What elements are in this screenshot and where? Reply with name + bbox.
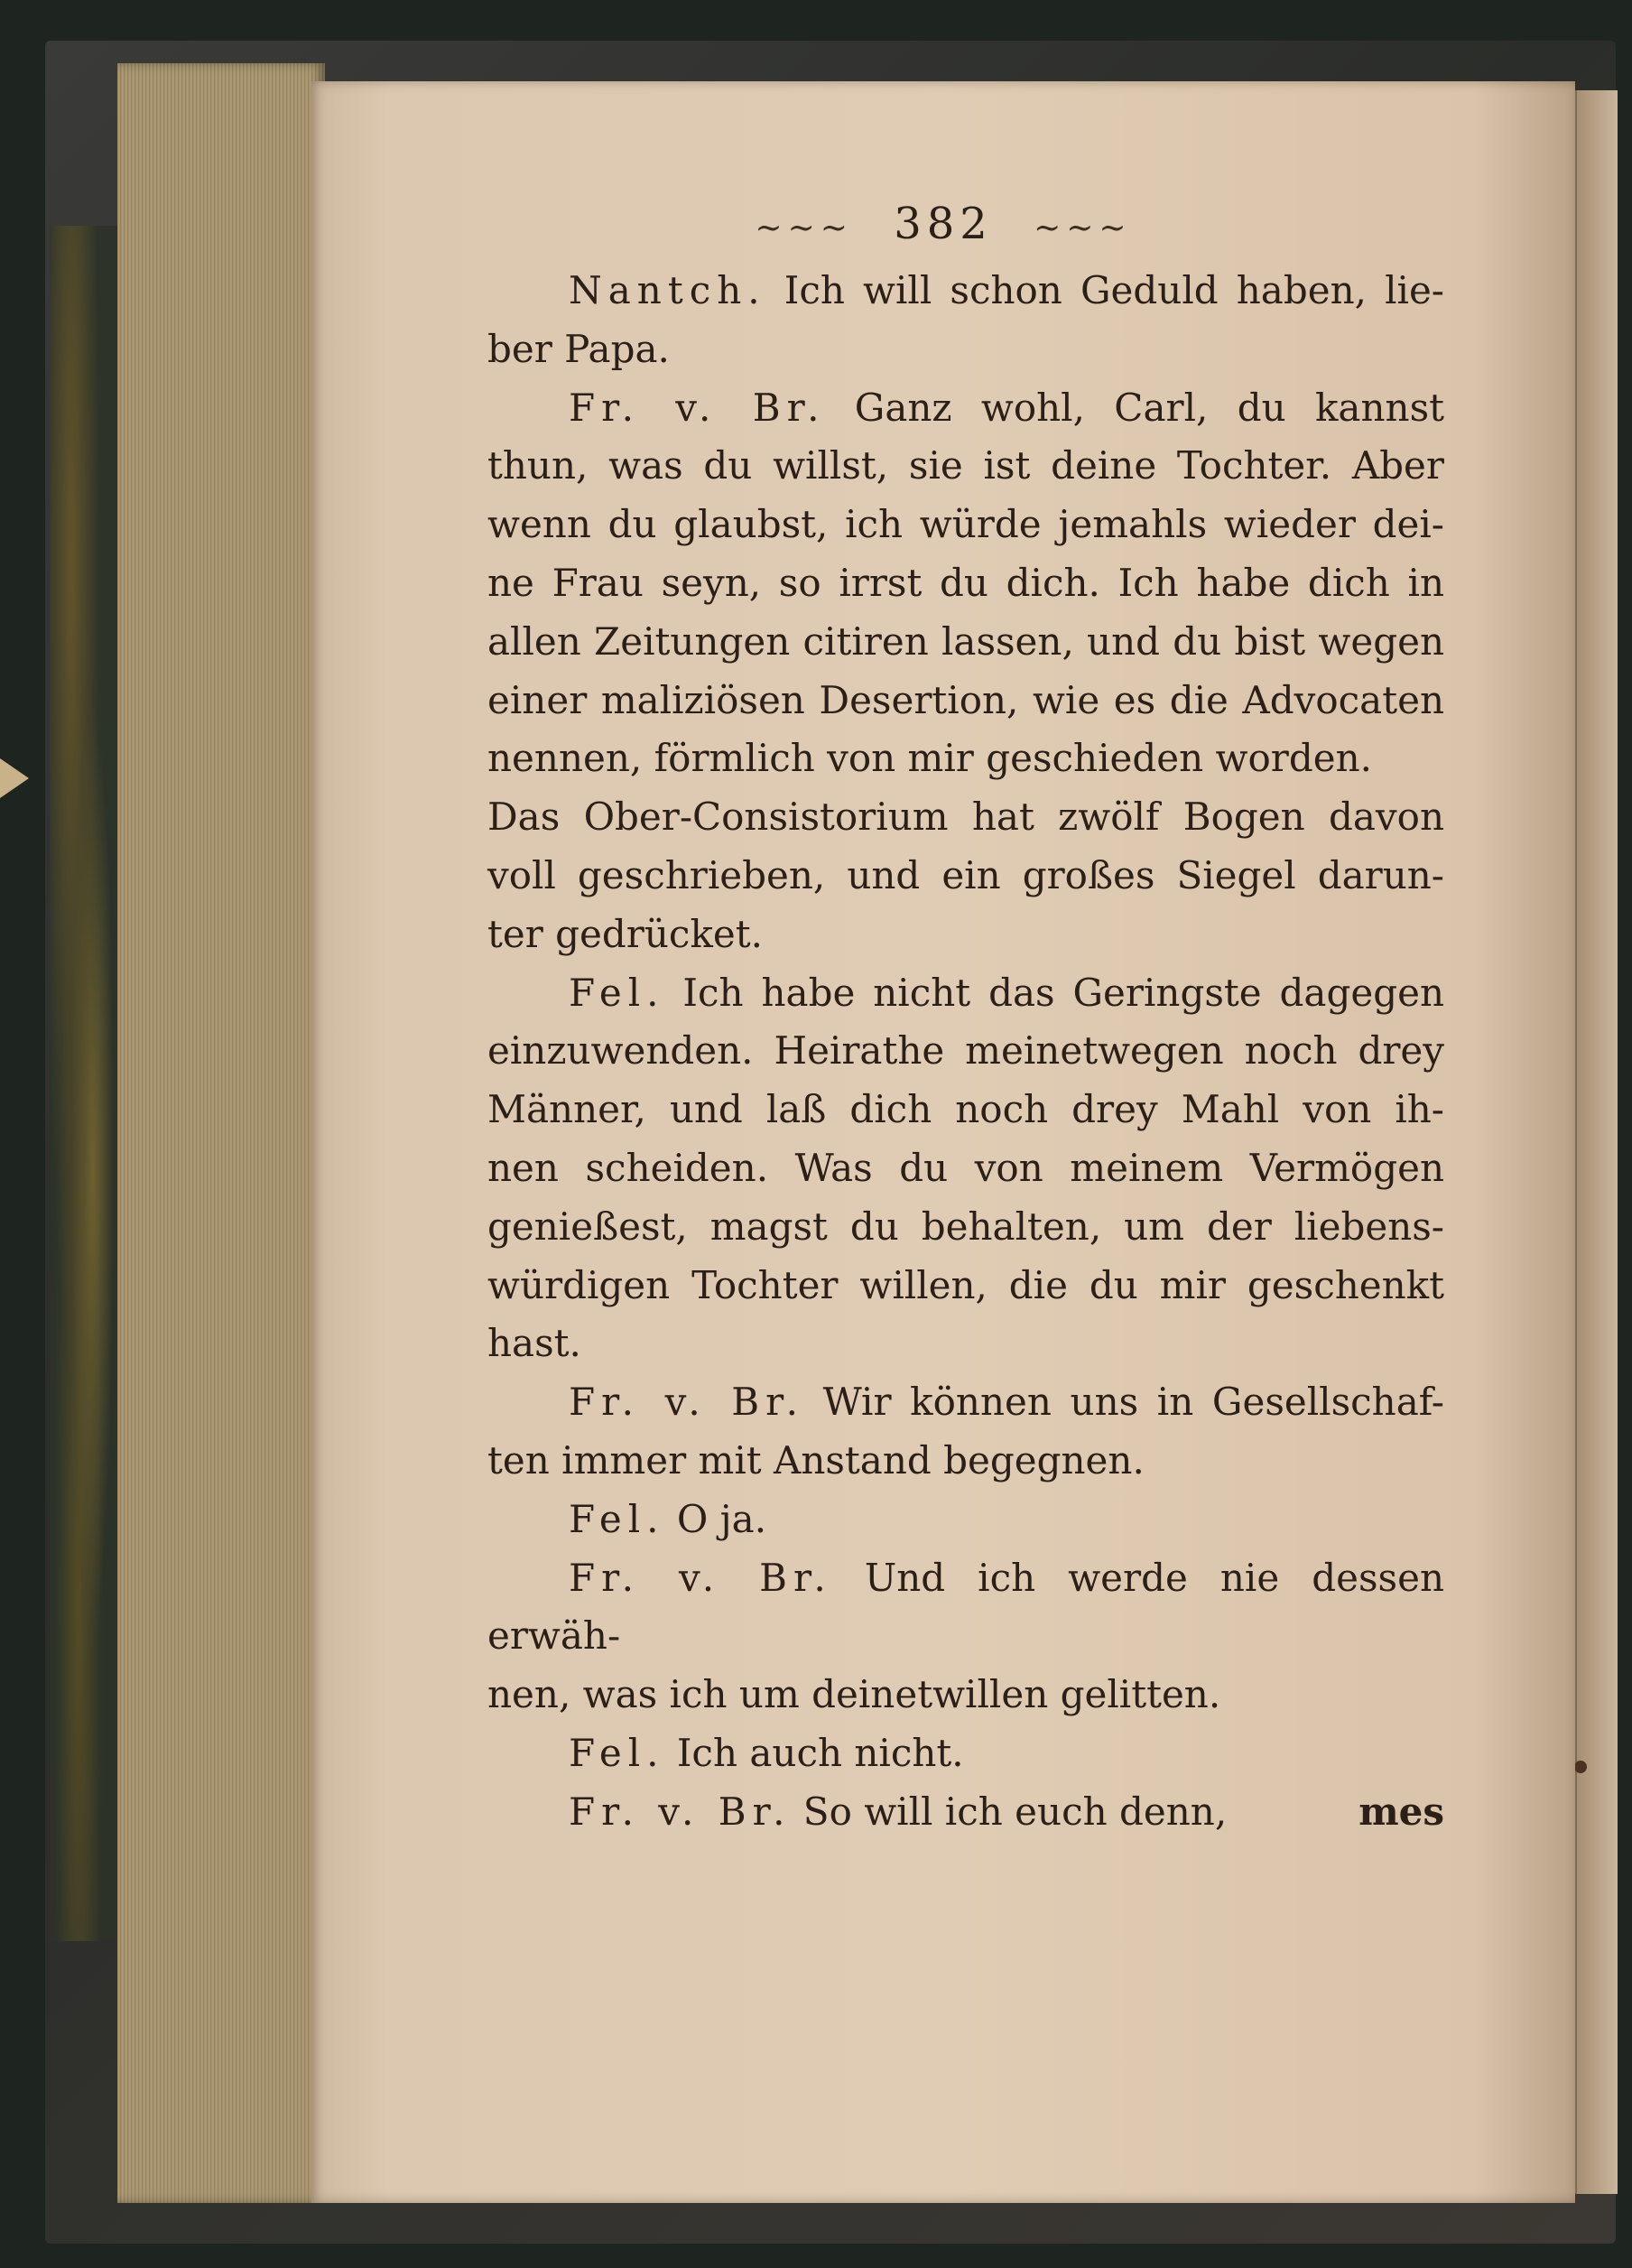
text-line — [487, 1666, 1444, 1724]
line-text: thun, was du willst, sie ist deine Tochter. Aber — [487, 443, 1444, 488]
marbled-spine — [50, 226, 122, 1941]
line-text: hast. — [487, 1321, 581, 1366]
line-text: genießest, magst du behalten, um der liebens- — [487, 1204, 1444, 1249]
speaker-name: Fel. — [569, 1496, 665, 1541]
ornament-left: ~~~ — [755, 209, 853, 246]
line-text: wenn du glaubst, ich würde jemahls wieder dei- — [487, 502, 1444, 547]
page-header — [311, 199, 1575, 249]
line-text: So will ich euch denn, — [802, 1789, 1228, 1834]
text-line — [487, 1257, 1444, 1315]
page-text — [487, 262, 1444, 1842]
line-text: nen scheiden. Was du von meinem Vermögen — [487, 1145, 1444, 1190]
line-text: ne Frau seyn, so irrst du dich. Ich habe dich in — [487, 560, 1444, 605]
line-text: O ja. — [676, 1496, 767, 1541]
text-line — [487, 906, 1444, 964]
line-text: Ich auch nicht. — [676, 1730, 964, 1775]
text-line — [487, 262, 1444, 321]
text-line — [487, 1373, 1444, 1432]
speaker-name: Fr. v. Br. — [569, 385, 826, 430]
speaker-name: Fr. v. Br. — [569, 1380, 804, 1425]
line-text: Ich habe nicht das Geringste dagegen — [682, 970, 1444, 1015]
text-line — [487, 1315, 1444, 1373]
speaker-name: Nantch. — [569, 268, 766, 312]
bookmark-tab — [0, 758, 29, 798]
text-line — [487, 437, 1444, 496]
text-line — [487, 1198, 1444, 1257]
text-line — [487, 379, 1444, 438]
binding-thread — [1574, 1761, 1587, 1773]
line-text: nennen, förmlich von mir geschieden worden. — [487, 736, 1372, 781]
line-text: allen Zeitungen citiren lassen, und du bist wegen — [487, 618, 1444, 664]
book-page — [311, 81, 1575, 2203]
facing-page-edge — [1575, 90, 1618, 2194]
speaker-name: Fel. — [569, 970, 665, 1015]
line-text: Ich will schon Geduld haben, lie- — [784, 268, 1444, 312]
line-text: Das Ober-Consistorium hat zwölf Bogen davon — [487, 795, 1444, 840]
line-text: einzuwenden. Heirathe meinetwegen noch drey — [487, 1028, 1444, 1074]
catchword: mes — [1358, 1789, 1444, 1834]
text-line — [487, 1022, 1444, 1081]
text-line — [487, 613, 1444, 672]
text-line — [487, 1491, 1444, 1549]
page-number: 382 — [894, 199, 993, 249]
line-text: ten immer mit Anstand begegnen. — [487, 1437, 1145, 1483]
line-text: nen, was ich um deinetwillen gelitten. — [487, 1672, 1221, 1717]
text-line — [487, 964, 1444, 1023]
line-text: voll geschrieben, und ein großes Siegel darun- — [487, 852, 1444, 897]
text-line — [487, 672, 1444, 730]
line-text: würdigen Tochter willen, die du mir geschenkt — [487, 1262, 1444, 1307]
text-line — [487, 1724, 1444, 1783]
line-text: Männer, und laß dich noch drey Mahl von ih- — [487, 1087, 1444, 1132]
line-text: Wir können uns in Gesellschaf- — [822, 1380, 1444, 1425]
line-text: Und ich werde nie dessen erwäh- — [487, 1555, 1444, 1659]
text-line — [487, 1549, 1444, 1667]
page-edges — [117, 63, 325, 2203]
text-line — [487, 730, 1444, 788]
speaker-name: Fel. — [569, 1730, 665, 1775]
speaker-name: Fr. v. Br. — [569, 1555, 832, 1600]
text-line — [487, 1783, 1444, 1842]
text-line — [487, 321, 1444, 379]
text-line — [487, 496, 1444, 554]
line-text: ber Papa. — [487, 326, 670, 371]
line-text: ter gedrücket. — [487, 911, 763, 956]
text-line — [487, 1081, 1444, 1139]
line-text: einer maliziösen Desertion, wie es die Advocaten — [487, 677, 1444, 722]
text-line — [487, 788, 1444, 847]
text-line — [487, 1432, 1444, 1491]
text-line — [487, 554, 1444, 613]
line-text: Ganz wohl, Carl, du kannst — [854, 385, 1444, 430]
speaker-name: Fr. v. Br. — [569, 1789, 792, 1834]
text-line — [487, 847, 1444, 906]
ornament-right: ~~~ — [1034, 209, 1132, 246]
text-line — [487, 1139, 1444, 1198]
